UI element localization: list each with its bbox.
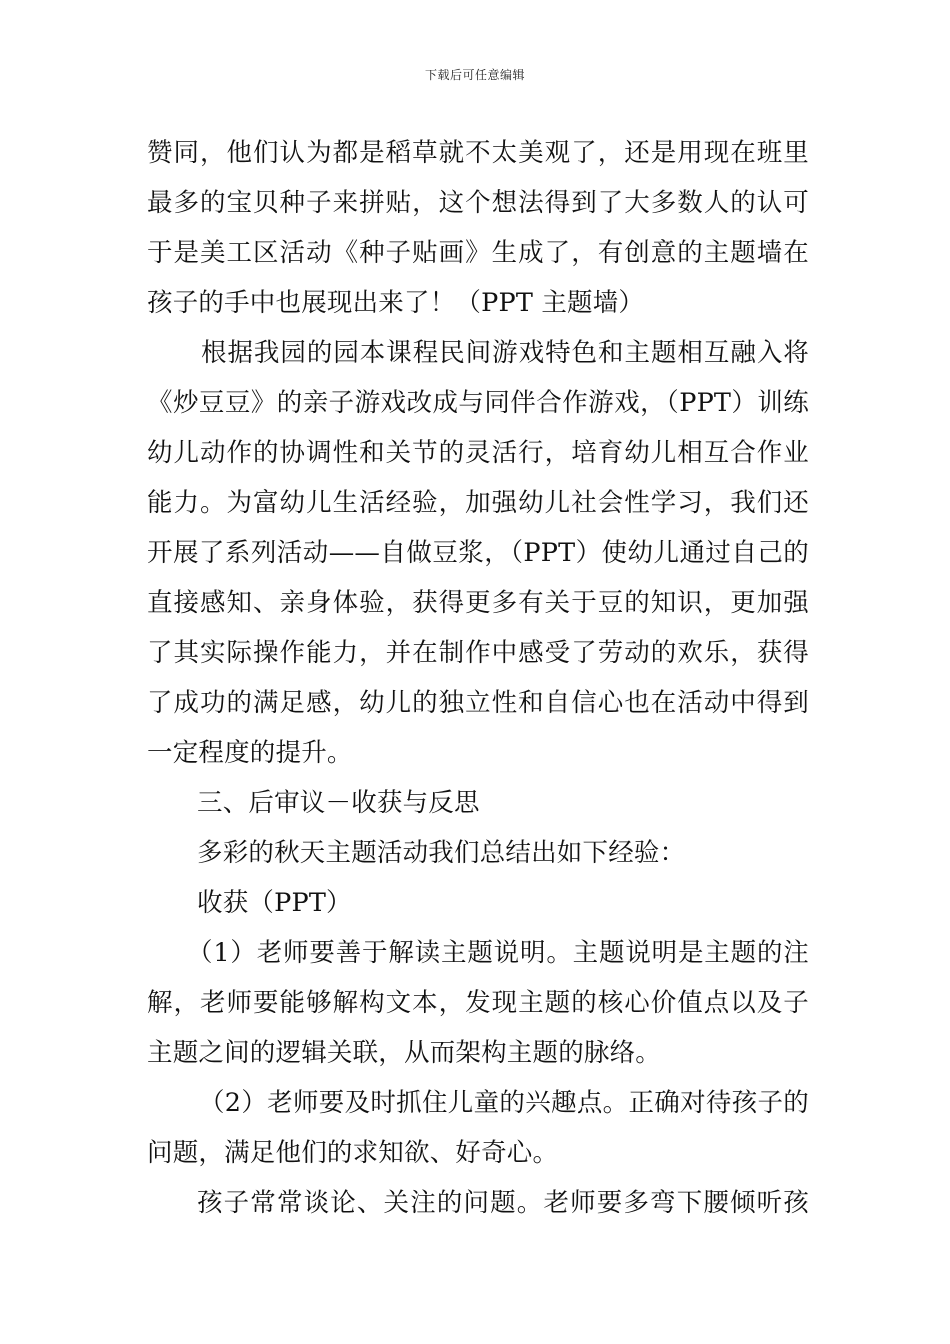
text-line: 孩子常常谈论、关注的问题。老师要多弯下腰倾听孩 xyxy=(197,1188,809,1218)
text-line: 《炒豆豆》的亲子游戏改成与同伴合作游戏，（PPT）训练 xyxy=(147,388,809,418)
text-line: 开展了系列活动——自做豆浆，（PPT）使幼儿通过自己的 xyxy=(147,538,809,568)
text-line: 了成功的满足感，幼儿的独立性和自信心也在活动中得到 xyxy=(147,688,809,718)
text-line: 直接感知、亲身体验，获得更多有关于豆的知识，更加强 xyxy=(147,588,809,618)
text-line: 能力。为富幼儿生活经验，加强幼儿社会性学习，我们还 xyxy=(147,488,809,518)
document-body xyxy=(147,128,809,1228)
text-line: 解，老师要能够解构文本，发现主题的核心价值点以及子 xyxy=(147,988,809,1018)
text-line: 最多的宝贝种子来拼贴，这个想法得到了大多数人的认可 xyxy=(147,188,809,218)
section-heading: 三、后审议－收获与反思 xyxy=(197,788,480,818)
text-line: （1）老师要善于解读主题说明。主题说明是主题的注 xyxy=(187,938,809,968)
text-line: 一定程度的提升。 xyxy=(147,738,353,768)
text-line: 孩子的手中也展现出来了！（PPT 主题墙） xyxy=(147,288,645,318)
text-line: （2）老师要及时抓住儿童的兴趣点。正确对待孩子的 xyxy=(199,1088,809,1118)
text-line: 收获（PPT） xyxy=(197,888,352,918)
text-line: 赞同，他们认为都是稻草就不太美观了，还是用现在班里 xyxy=(147,138,809,168)
text-line: 问题，满足他们的求知欲、好奇心。 xyxy=(147,1138,559,1168)
text-line: 多彩的秋天主题活动我们总结出如下经验： xyxy=(197,838,686,868)
text-line: 根据我园的园本课程民间游戏特色和主题相互融入将 xyxy=(201,338,809,368)
page-header: 下载后可任意编辑 xyxy=(424,68,525,82)
text-line: 幼儿动作的协调性和关节的灵活行，培育幼儿相互合作业 xyxy=(147,438,809,468)
text-line: 了其实际操作能力，并在制作中感受了劳动的欢乐，获得 xyxy=(147,638,809,668)
text-line: 于是美工区活动《种子贴画》生成了，有创意的主题墙在 xyxy=(147,238,809,268)
text-line: 主题之间的逻辑关联，从而架构主题的脉络。 xyxy=(147,1038,662,1068)
